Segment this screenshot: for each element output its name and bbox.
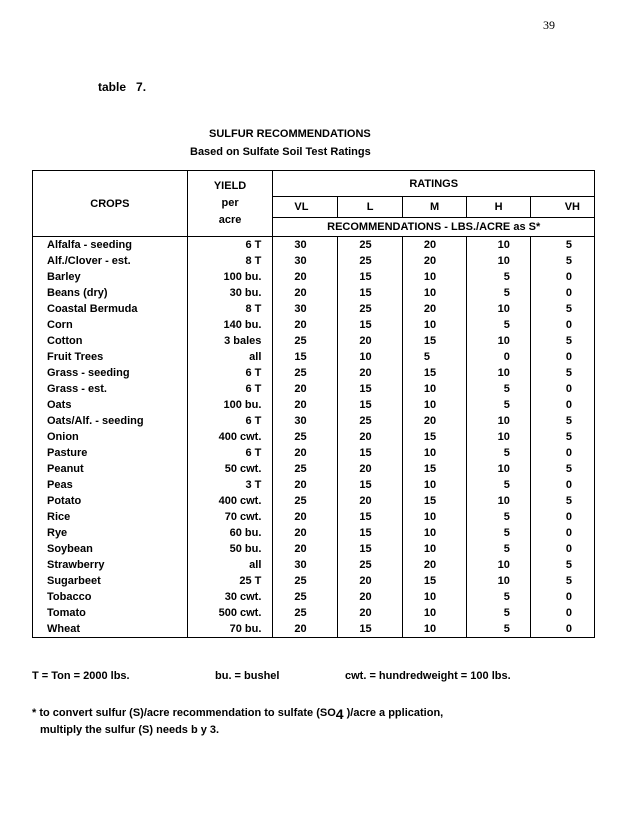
cell-crop: Soybean [33, 541, 188, 557]
note-text-a: * to convert sulfur (S)/acre recommendation to sulfate (SO [32, 707, 336, 719]
cell-m: 10 [402, 269, 466, 285]
cell-crop: Pasture [33, 445, 188, 461]
cell-m: 20 [402, 301, 466, 317]
cell-yield: 70 cwt. [187, 509, 273, 525]
header-recommendations: RECOMMENDATIONS - LBS./ACRE as S* [273, 218, 595, 237]
header-ratings: RATINGS [273, 171, 595, 197]
cell-h: 10 [467, 333, 530, 349]
cell-vh: 5 [530, 461, 594, 477]
cell-h: 10 [467, 573, 530, 589]
cell-h: 10 [467, 413, 530, 429]
cell-crop: Beans (dry) [33, 285, 188, 301]
cell-vh: 0 [530, 509, 594, 525]
table-row [33, 333, 595, 349]
cell-crop: Onion [33, 429, 188, 445]
cell-yield: 6 T [187, 237, 273, 254]
table-row [33, 301, 595, 317]
cell-l: 15 [338, 477, 402, 493]
cell-vh: 0 [530, 525, 594, 541]
conversion-note-line2: multiply the sulfur (S) needs b y 3. [40, 724, 220, 736]
cell-l: 20 [338, 333, 402, 349]
cell-crop: Rye [33, 525, 188, 541]
cell-vh: 5 [530, 301, 594, 317]
cell-crop: Oats/Alf. - seeding [33, 413, 188, 429]
table-label [98, 80, 146, 94]
cell-vl: 20 [273, 381, 338, 397]
table-row [33, 541, 595, 557]
cell-yield: 30 cwt. [187, 589, 273, 605]
cell-m: 5 [402, 349, 466, 365]
cell-m: 15 [402, 493, 466, 509]
cell-l: 20 [338, 461, 402, 477]
cell-yield: 6 T [187, 413, 273, 429]
cell-h: 5 [467, 445, 530, 461]
cell-l: 25 [338, 413, 402, 429]
table-body [33, 237, 595, 638]
cell-vl: 20 [273, 477, 338, 493]
cell-vl: 25 [273, 461, 338, 477]
cell-m: 10 [402, 381, 466, 397]
cell-yield: all [187, 349, 273, 365]
cell-h: 10 [467, 493, 530, 509]
cell-l: 20 [338, 573, 402, 589]
cell-crop: Sugarbeet [33, 573, 188, 589]
cell-vl: 20 [273, 541, 338, 557]
table-row [33, 317, 595, 333]
cell-vl: 25 [273, 429, 338, 445]
cell-yield: 30 bu. [187, 285, 273, 301]
cell-h: 10 [467, 557, 530, 573]
table-row [33, 445, 595, 461]
table-row [33, 429, 595, 445]
cell-l: 15 [338, 381, 402, 397]
cell-vh: 0 [530, 589, 594, 605]
footnote-ton: T = Ton = 2000 lbs. [32, 670, 130, 682]
cell-h: 5 [467, 285, 530, 301]
cell-m: 10 [402, 397, 466, 413]
cell-vh: 0 [530, 269, 594, 285]
cell-m: 15 [402, 461, 466, 477]
cell-vh: 0 [530, 285, 594, 301]
cell-h: 5 [467, 269, 530, 285]
table-row [33, 413, 595, 429]
cell-vh: 0 [530, 317, 594, 333]
header-yield-line1: YIELD [213, 180, 247, 192]
cell-vl: 20 [273, 397, 338, 413]
cell-l: 15 [338, 525, 402, 541]
cell-vh: 5 [530, 253, 594, 269]
cell-m: 15 [402, 429, 466, 445]
cell-vl: 30 [273, 253, 338, 269]
table-row [33, 381, 595, 397]
cell-vh: 5 [530, 413, 594, 429]
header-yield-line3: acre [218, 214, 242, 226]
cell-vh: 5 [530, 237, 594, 254]
cell-crop: Oats [33, 397, 188, 413]
cell-crop: Strawberry [33, 557, 188, 573]
cell-vl: 20 [273, 285, 338, 301]
cell-h: 5 [467, 397, 530, 413]
sulfur-recommendations-table [32, 170, 595, 638]
cell-crop: Tomato [33, 605, 188, 621]
cell-m: 20 [402, 557, 466, 573]
cell-l: 15 [338, 621, 402, 638]
cell-crop: Coastal Bermuda [33, 301, 188, 317]
table-row [33, 557, 595, 573]
cell-vl: 20 [273, 445, 338, 461]
cell-h: 5 [467, 621, 530, 638]
cell-vl: 30 [273, 237, 338, 254]
cell-m: 10 [402, 445, 466, 461]
cell-h: 5 [467, 605, 530, 621]
page-number: 39 [543, 18, 555, 32]
cell-yield: 400 cwt. [187, 493, 273, 509]
cell-yield: 500 cwt. [187, 605, 273, 621]
cell-crop: Alf./Clover - est. [33, 253, 188, 269]
table-label-text: table [98, 80, 127, 94]
cell-yield: 50 bu. [187, 541, 273, 557]
cell-vh: 0 [530, 381, 594, 397]
cell-yield: 6 T [187, 365, 273, 381]
table-row [33, 285, 595, 301]
table-row [33, 605, 595, 621]
cell-h: 0 [467, 349, 530, 365]
cell-crop: Rice [33, 509, 188, 525]
cell-vl: 30 [273, 301, 338, 317]
cell-yield: 6 T [187, 445, 273, 461]
cell-l: 20 [338, 365, 402, 381]
cell-vh: 5 [530, 429, 594, 445]
cell-l: 15 [338, 285, 402, 301]
cell-crop: Fruit Trees [33, 349, 188, 365]
cell-crop: Peas [33, 477, 188, 493]
cell-vh: 5 [530, 557, 594, 573]
cell-l: 15 [338, 509, 402, 525]
cell-yield: 6 T [187, 381, 273, 397]
cell-crop: Grass - est. [33, 381, 188, 397]
cell-vl: 25 [273, 605, 338, 621]
cell-vl: 25 [273, 573, 338, 589]
cell-m: 15 [402, 333, 466, 349]
cell-vl: 20 [273, 269, 338, 285]
cell-m: 10 [402, 477, 466, 493]
cell-crop: Alfalfa - seeding [33, 237, 188, 254]
cell-vh: 0 [530, 445, 594, 461]
cell-m: 10 [402, 317, 466, 333]
cell-crop: Cotton [33, 333, 188, 349]
cell-crop: Potato [33, 493, 188, 509]
header-vh: VH [530, 197, 594, 218]
cell-vl: 20 [273, 509, 338, 525]
header-crops: CROPS [33, 171, 188, 237]
cell-l: 25 [338, 237, 402, 254]
cell-l: 15 [338, 541, 402, 557]
cell-h: 5 [467, 317, 530, 333]
header-h: H [467, 197, 530, 218]
cell-vl: 20 [273, 525, 338, 541]
cell-vh: 5 [530, 573, 594, 589]
cell-yield: all [187, 557, 273, 573]
cell-yield: 100 bu. [187, 397, 273, 413]
cell-yield: 400 cwt. [187, 429, 273, 445]
cell-l: 25 [338, 301, 402, 317]
cell-vl: 15 [273, 349, 338, 365]
cell-vh: 0 [530, 349, 594, 365]
cell-m: 10 [402, 621, 466, 638]
table-subtitle: Based on Sulfate Soil Test Ratings [190, 146, 371, 158]
cell-vh: 0 [530, 477, 594, 493]
table-row [33, 573, 595, 589]
cell-l: 15 [338, 317, 402, 333]
footnote-bushel: bu. = bushel [215, 670, 280, 682]
table-row [33, 461, 595, 477]
cell-m: 10 [402, 541, 466, 557]
cell-vh: 5 [530, 493, 594, 509]
header-yield [187, 171, 273, 237]
cell-vl: 30 [273, 557, 338, 573]
table-row [33, 525, 595, 541]
note-subscript: 4 [335, 706, 344, 722]
cell-h: 10 [467, 461, 530, 477]
table-row [33, 397, 595, 413]
cell-vh: 0 [530, 621, 594, 638]
header-l: L [338, 197, 402, 218]
cell-yield: 100 bu. [187, 269, 273, 285]
cell-l: 25 [338, 557, 402, 573]
cell-yield: 25 T [187, 573, 273, 589]
cell-m: 10 [402, 589, 466, 605]
note-text-b: )/acre a pplication, [343, 707, 444, 719]
table-row [33, 253, 595, 269]
table-row [33, 493, 595, 509]
cell-crop: Tobacco [33, 589, 188, 605]
cell-m: 10 [402, 525, 466, 541]
cell-vl: 25 [273, 589, 338, 605]
cell-vh: 5 [530, 333, 594, 349]
cell-l: 20 [338, 589, 402, 605]
footnote-cwt: cwt. = hundredweight = 100 lbs. [345, 670, 511, 682]
cell-l: 10 [338, 349, 402, 365]
table-title: SULFUR RECOMMENDATIONS [209, 128, 371, 140]
table-row [33, 509, 595, 525]
cell-h: 5 [467, 589, 530, 605]
cell-crop: Peanut [33, 461, 188, 477]
cell-h: 10 [467, 253, 530, 269]
cell-l: 20 [338, 493, 402, 509]
cell-vh: 0 [530, 605, 594, 621]
conversion-note-line1 [32, 706, 443, 722]
table-number: 7. [136, 80, 147, 94]
cell-crop: Wheat [33, 621, 188, 638]
cell-h: 5 [467, 381, 530, 397]
cell-h: 5 [467, 477, 530, 493]
cell-h: 10 [467, 365, 530, 381]
cell-yield: 50 cwt. [187, 461, 273, 477]
cell-vh: 5 [530, 365, 594, 381]
cell-l: 20 [338, 605, 402, 621]
cell-crop: Corn [33, 317, 188, 333]
cell-l: 15 [338, 445, 402, 461]
cell-yield: 140 bu. [187, 317, 273, 333]
cell-yield: 8 T [187, 301, 273, 317]
cell-vl: 20 [273, 317, 338, 333]
cell-vl: 20 [273, 621, 338, 638]
table-row [33, 589, 595, 605]
cell-yield: 60 bu. [187, 525, 273, 541]
header-yield-line2: per [221, 197, 239, 209]
cell-h: 10 [467, 429, 530, 445]
table-row [33, 237, 595, 254]
table-row [33, 269, 595, 285]
cell-l: 25 [338, 253, 402, 269]
cell-h: 5 [467, 509, 530, 525]
cell-h: 5 [467, 541, 530, 557]
cell-m: 10 [402, 605, 466, 621]
cell-m: 20 [402, 253, 466, 269]
cell-l: 15 [338, 269, 402, 285]
cell-m: 10 [402, 285, 466, 301]
cell-yield: 3 T [187, 477, 273, 493]
cell-vl: 25 [273, 333, 338, 349]
cell-h: 10 [467, 237, 530, 254]
cell-m: 15 [402, 573, 466, 589]
cell-h: 10 [467, 301, 530, 317]
cell-m: 20 [402, 413, 466, 429]
cell-vl: 25 [273, 365, 338, 381]
cell-crop: Barley [33, 269, 188, 285]
cell-h: 5 [467, 525, 530, 541]
cell-vl: 25 [273, 493, 338, 509]
cell-m: 20 [402, 237, 466, 254]
header-vl: VL [273, 197, 338, 218]
cell-yield: 3 bales [187, 333, 273, 349]
cell-l: 15 [338, 397, 402, 413]
table-row [33, 477, 595, 493]
cell-vh: 0 [530, 397, 594, 413]
table-row [33, 349, 595, 365]
cell-vl: 30 [273, 413, 338, 429]
cell-vh: 0 [530, 541, 594, 557]
header-m: M [402, 197, 466, 218]
cell-crop: Grass - seeding [33, 365, 188, 381]
table-row [33, 365, 595, 381]
table-row [33, 621, 595, 638]
cell-m: 10 [402, 509, 466, 525]
cell-m: 15 [402, 365, 466, 381]
cell-yield: 8 T [187, 253, 273, 269]
cell-l: 20 [338, 429, 402, 445]
cell-yield: 70 bu. [187, 621, 273, 638]
